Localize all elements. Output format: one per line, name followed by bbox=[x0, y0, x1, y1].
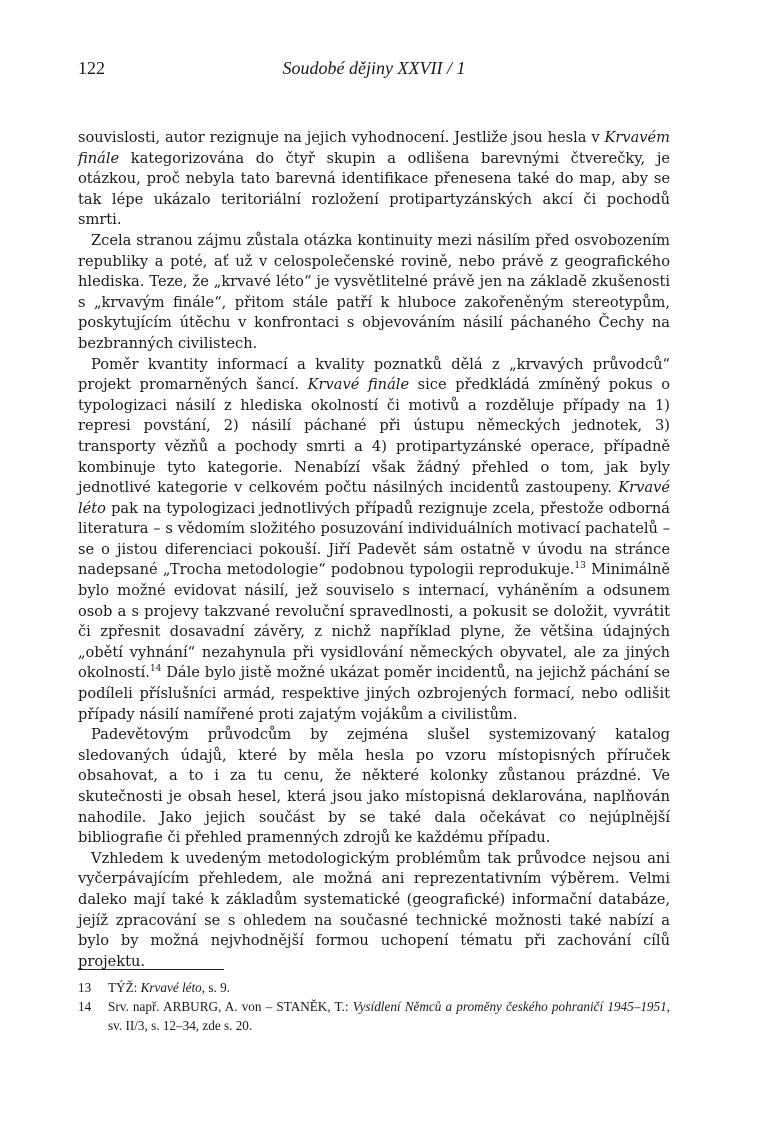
text-run: Padevětovým průvodcům by zejména slušel systemizovaný katalog sledovaných údajů, které by měla hesla po vzoru místopisných příruček obsahovat, a to i za tu cenu, že některé kolonky zůstanou prázdné. Ve skutečnosti je obsah hesel, která jsou jako místopisná deklarována, naplňován nahodile. Jako jejich součást by se také dala očekávat co nejúplnější bibliografie či přehled pramenných zdrojů ke každému případu. bbox=[78, 726, 670, 847]
paragraph bbox=[78, 725, 670, 849]
page-number: 122 bbox=[78, 58, 105, 78]
footnote-number: 13 bbox=[78, 980, 92, 995]
italic-title: Krvavé léto bbox=[78, 479, 670, 517]
running-title: Soudobé dějiny XXVII / 1 bbox=[282, 58, 466, 78]
paragraph bbox=[78, 849, 670, 973]
text-run: sice předkládá zmíněný pokus o typologizaci násilí z hlediska okolností či motivů a rozděluje případy na 1) represi povstání, 2) násilí páchané při ústupu německých jednotek, 3) transporty vězňů a pochody smrti a 4) protipartyzánské operace, případně kombinuje tyto kategorie. Nenabízí však žádný přehled o tom, jak byly jednotlivé kategorie v celkovém počtu násilných incidentů zastoupeny. bbox=[78, 376, 670, 497]
italic-title: Vysídlení Němců a proměny českého pohraničí 1945–1951 bbox=[352, 999, 667, 1014]
running-header bbox=[78, 58, 670, 82]
footnote bbox=[78, 978, 670, 997]
italic-title: Krvavé léto bbox=[140, 980, 202, 995]
text-run: Zcela stranou zájmu zůstala otázka kontinuity mezi násilím před osvobozením republiky a poté, ať už v celospolečenské rovině, nebo právě z geografického hlediska. Teze, že „krvavé léto“ je vysvětlitelné právě jen na základě zkušenosti s „krvavým finále“, přitom stále patří k hluboce zakořeněným stereotypům, poskytujícím útěchu v konfrontaci s objevováním násilí páchaného Čechy na bezbranných civilistech. bbox=[78, 231, 670, 352]
text-run: Vzhledem k uvedeným metodologickým problémům tak průvodce nejsou ani vyčerpávajícím přehledem, ale možná ani reprezentativním výběrem. Velmi daleko mají také k základům systematické (geografické) informační databáze, jejíž zpracování se s ohledem na současné technické možnosti také nabízí a bylo by možná nejvhodnější formou uchopení tématu při zachování cílů projektu. bbox=[78, 849, 670, 970]
text-run: , s. 9. bbox=[201, 980, 230, 995]
body-text bbox=[78, 128, 670, 972]
paragraph bbox=[78, 355, 670, 726]
text-run: souvislosti, autor rezignuje na jejich vyhodnocení. Jestliže jsou hesla v bbox=[78, 129, 605, 146]
text-run: Srv. např. ARBURG, A. von – STANĚK, T.: bbox=[108, 999, 353, 1014]
text-run: , sv. II/3, s. 12–34, zde s. 20. bbox=[108, 999, 670, 1033]
footnote-reference: 14 bbox=[149, 664, 162, 675]
paragraph bbox=[78, 231, 670, 355]
footnotes bbox=[78, 978, 670, 1035]
italic-title: Krvavém finále bbox=[78, 129, 670, 167]
text-run: Dále bylo jistě možné ukázat poměr incidentů, na jejichž páchání se podíleli příslušníci armád, respektive jiných ozbrojených formací, nebo odlišit případy násilí namířené proti zajatým vojákům a civilistům. bbox=[78, 664, 670, 723]
footnote-number: 14 bbox=[78, 999, 92, 1014]
footnote bbox=[78, 997, 670, 1035]
paragraph bbox=[78, 128, 670, 231]
text-run: kategorizována do čtyř skupin a odlišena barevnými čtverečky, je otázkou, proč nebyla tato barevná identifikace přenesena také do map, aby se tak lépe ukázalo teritoriální rozložení protipartyzánských akcí či pochodů smrti. bbox=[78, 149, 670, 229]
text-run: TÝŽ: bbox=[108, 980, 141, 995]
text-run: Minimálně bylo možné evidovat násilí, jež souviselo s internací, vyháněním a odsunem osob a s projevy takzvané revoluční spravedlnosti, a pokusit se doložit, vyvrátit či zpřesnit dosavadní závěry, z nichž například plyne, že většina údajných „obětí vyhnání“ nezahynula při vysidlování německých obyvatel, ale za jiných okolností. bbox=[78, 561, 670, 682]
footnote-separator bbox=[78, 969, 224, 970]
text-run: pak na typologizaci jednotlivých případů rezignuje zcela, přestože odborná literatura – s vědomím složitého posuzování individuálních motivací pachatelů – se o jistou diferenciaci pokouší. Jiří Padevět sám ostatně v úvodu na stránce nadepsané „Trocha metodologie“ podobnou typologii reprodukuje. bbox=[78, 499, 670, 579]
italic-title: Krvavé finále bbox=[307, 376, 410, 394]
text-run: Poměr kvantity informací a kvality poznatků dělá z „krvavých průvodců“ projekt promarněných šancí. bbox=[78, 355, 670, 394]
footnote-reference: 13 bbox=[574, 561, 586, 572]
